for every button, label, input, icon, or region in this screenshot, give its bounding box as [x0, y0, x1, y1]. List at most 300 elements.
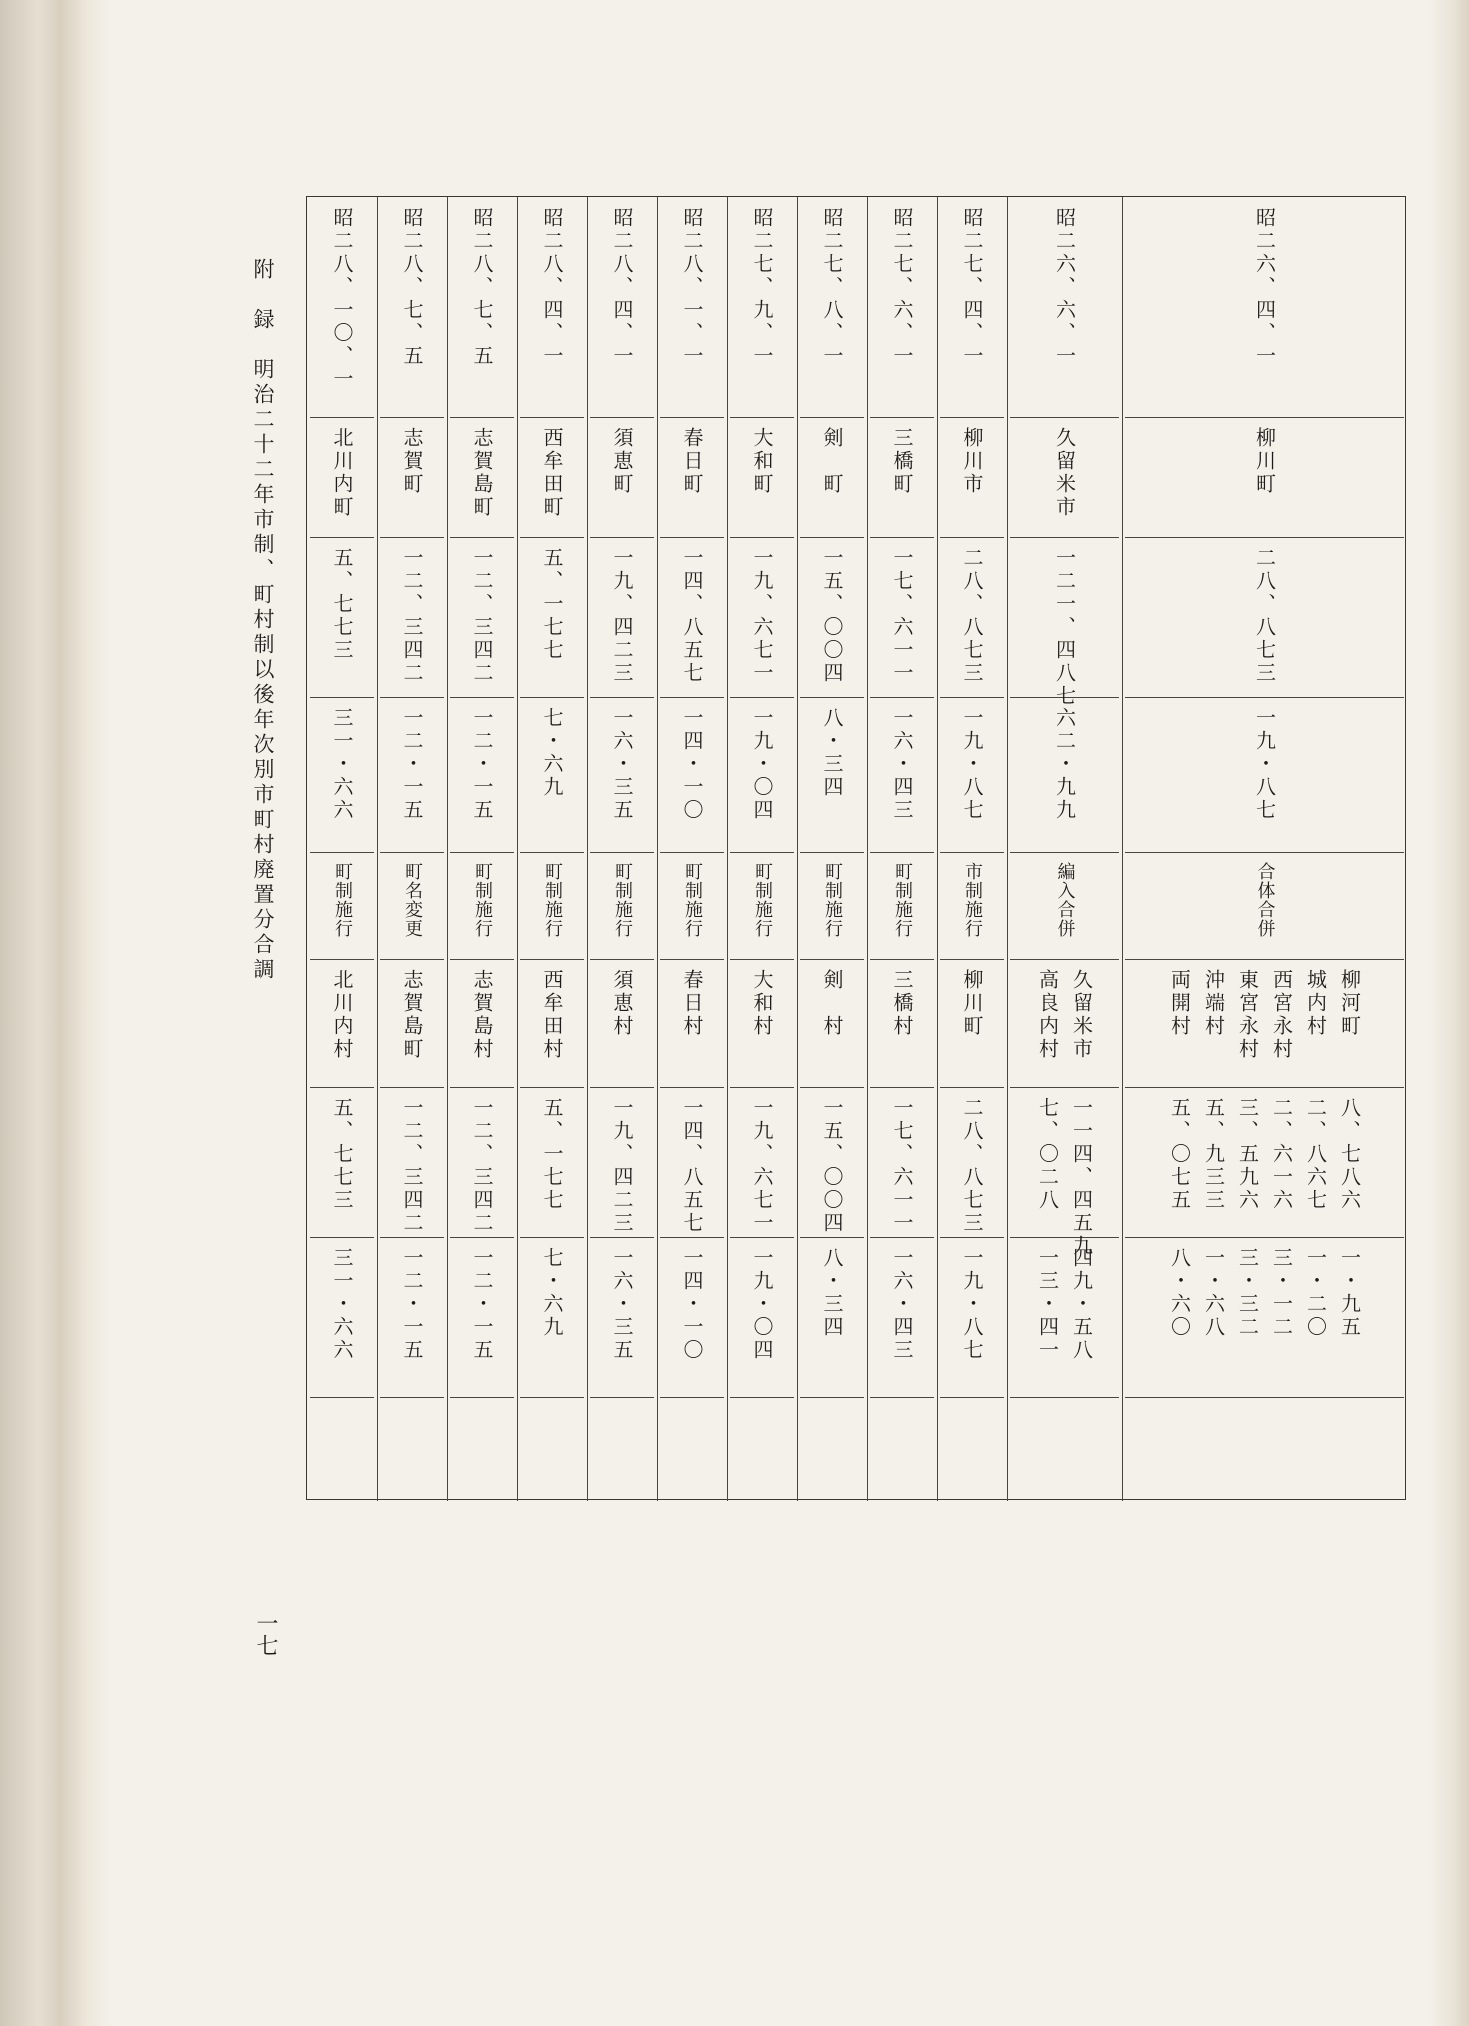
row-rule [310, 1397, 374, 1398]
cell-households [727, 547, 797, 693]
name-text: 須恵町 [610, 427, 634, 496]
row-rule [380, 1237, 444, 1238]
cell-households [307, 547, 377, 693]
row-rule [870, 537, 934, 538]
cell-area [797, 707, 867, 848]
cell-sources [867, 969, 937, 1083]
src-area-item: 一四・一〇 [680, 1247, 704, 1362]
row-rule [1010, 537, 1119, 538]
cell-type [1007, 862, 1122, 955]
src-area-item: 八・三四 [820, 1247, 844, 1339]
src-area-item: 一・二〇 [1303, 1247, 1328, 1339]
cell-src-households [307, 1097, 377, 1233]
type-text: 町制施行 [752, 862, 773, 938]
sources-item: 大和村 [750, 969, 774, 1038]
row-rule [800, 1237, 864, 1238]
row-rule [380, 959, 444, 960]
type-text: 市制施行 [962, 862, 983, 938]
src-area-item: 一二・一五 [470, 1247, 494, 1362]
area-text: 一九・〇四 [750, 707, 774, 822]
cell-src-households [727, 1097, 797, 1233]
src-households-item: 二、八六七 [1303, 1097, 1328, 1212]
area-text: 一二・一五 [400, 707, 424, 822]
cell-area [657, 707, 727, 848]
cell-name [517, 427, 587, 533]
cell-name [447, 427, 517, 533]
municipal-change-table [306, 196, 1406, 1500]
page-edge [1429, 0, 1469, 2026]
row-rule [380, 1397, 444, 1398]
row-rule [310, 697, 374, 698]
row-rule [1125, 1237, 1404, 1238]
date-text: 昭二七、六、一 [890, 207, 914, 368]
row-rule [940, 959, 1004, 960]
cell-households [587, 547, 657, 693]
row-rule [310, 959, 374, 960]
date-text: 昭二八、四、一 [540, 207, 564, 368]
cell-src-area [937, 1247, 1007, 1393]
cell-type [1122, 862, 1407, 955]
households-text: 五、一七七 [540, 547, 564, 662]
row-rule [730, 697, 794, 698]
row-rule [1125, 537, 1404, 538]
cell-sources [377, 969, 447, 1083]
row-rule [1010, 1397, 1119, 1398]
cell-type [587, 862, 657, 955]
type-text: 合体合併 [1254, 862, 1276, 938]
date-text: 昭二八、四、一 [610, 207, 634, 368]
households-text: 一四、八五七 [680, 547, 704, 685]
area-text: 六二・九九 [1052, 707, 1077, 822]
area-text: 一四・一〇 [680, 707, 704, 822]
row-rule [380, 417, 444, 418]
type-text: 編入合併 [1054, 862, 1076, 938]
cell-area [307, 707, 377, 848]
row-rule [1010, 1087, 1119, 1088]
row-rule [520, 417, 584, 418]
cell-sources [797, 969, 867, 1083]
sources-item: 城内村 [1303, 969, 1328, 1038]
type-text: 町名変更 [402, 862, 423, 938]
cell-sources [1007, 969, 1122, 1083]
row-rule [590, 417, 654, 418]
src-area-item: 三・三二 [1235, 1247, 1260, 1339]
cell-src-households [587, 1097, 657, 1233]
sources-item: 三橋村 [890, 969, 914, 1038]
cell-sources [447, 969, 517, 1083]
row-rule [730, 1087, 794, 1088]
cell-households [867, 547, 937, 693]
src-area-item: 一・六八 [1201, 1247, 1226, 1339]
row-rule [940, 1397, 1004, 1398]
cell-households [447, 547, 517, 693]
row-rule [730, 417, 794, 418]
src-households-item: 一二、三四二 [400, 1097, 424, 1235]
date-text: 昭二七、四、一 [960, 207, 984, 368]
row-rule [310, 417, 374, 418]
row-rule [450, 1397, 514, 1398]
running-head-part1: 附 [251, 258, 275, 283]
row-rule [940, 1087, 1004, 1088]
sources-item: 久留米市 [1069, 969, 1094, 1061]
row-rule [870, 1237, 934, 1238]
cell-type [797, 862, 867, 955]
cell-area [447, 707, 517, 848]
cell-src-area [797, 1247, 867, 1393]
sources-item: 柳河町 [1337, 969, 1362, 1038]
sources-item: 東宮永村 [1235, 969, 1260, 1061]
src-households-item: 二、六一六 [1269, 1097, 1294, 1212]
row-rule [590, 1087, 654, 1088]
row-rule [380, 537, 444, 538]
sources-item: 沖端村 [1201, 969, 1226, 1038]
row-rule [590, 1397, 654, 1398]
households-text: 一九、四二三 [610, 547, 634, 685]
src-area-item: 一六・四三 [890, 1247, 914, 1362]
row-rule [520, 1397, 584, 1398]
cell-type [657, 862, 727, 955]
name-text: 春日町 [680, 427, 704, 496]
cell-src-households [937, 1097, 1007, 1233]
cell-src-households [1122, 1097, 1407, 1233]
sources-item: 春日村 [680, 969, 704, 1038]
area-text: 一六・四三 [890, 707, 914, 822]
cell-type [937, 862, 1007, 955]
sources-item: 西宮永村 [1269, 969, 1294, 1061]
src-area-item: 七・六九 [540, 1247, 564, 1339]
row-rule [940, 1237, 1004, 1238]
row-rule [660, 959, 724, 960]
cell-date [1007, 207, 1122, 413]
cell-date [797, 207, 867, 413]
row-rule [660, 697, 724, 698]
households-text: 一二、三四二 [400, 547, 424, 685]
cell-area [377, 707, 447, 848]
row-rule [870, 1087, 934, 1088]
src-households-item: 三、五九六 [1235, 1097, 1260, 1212]
area-text: 一九・八七 [960, 707, 984, 822]
cell-src-households [797, 1097, 867, 1233]
date-text: 昭二八、七、五 [400, 207, 424, 368]
type-text: 町制施行 [682, 862, 703, 938]
date-text: 昭二六、四、一 [1252, 207, 1277, 368]
cell-date [1122, 207, 1407, 413]
cell-src-area [727, 1247, 797, 1393]
cell-sources [657, 969, 727, 1083]
running-head-title: 明治二十二年市制、町村制以後年次別市町村廃置分合調 [251, 358, 275, 983]
src-area-item: 一・九五 [1337, 1247, 1362, 1339]
cell-sources [587, 969, 657, 1083]
sources-item: 柳川町 [960, 969, 984, 1038]
cell-date [867, 207, 937, 413]
row-rule [660, 852, 724, 853]
households-text: 五、七七三 [330, 547, 354, 662]
row-rule [310, 852, 374, 853]
cell-sources [1122, 969, 1407, 1083]
row-rule [380, 697, 444, 698]
row-rule [310, 537, 374, 538]
cell-area [727, 707, 797, 848]
sources-item: 志賀島村 [470, 969, 494, 1061]
cell-name [377, 427, 447, 533]
row-rule [310, 1087, 374, 1088]
cell-date [727, 207, 797, 413]
cell-src-area [1007, 1247, 1122, 1393]
cell-date [657, 207, 727, 413]
name-text: 三橋町 [890, 427, 914, 496]
row-rule [1010, 1237, 1119, 1238]
src-area-item: 八・六〇 [1167, 1247, 1192, 1339]
sources-item: 剣 村 [820, 969, 844, 1038]
src-area-item: 一九・八七 [960, 1247, 984, 1362]
cell-area [587, 707, 657, 848]
row-rule [800, 1397, 864, 1398]
cell-households [657, 547, 727, 693]
cell-name [937, 427, 1007, 533]
cell-households [937, 547, 1007, 693]
households-text: 一七、六一一 [890, 547, 914, 685]
cell-src-households [377, 1097, 447, 1233]
src-households-item: 一五、〇〇四 [820, 1097, 844, 1235]
sources-item: 西牟田村 [540, 969, 564, 1061]
cell-src-area [517, 1247, 587, 1393]
row-rule [1125, 697, 1404, 698]
row-rule [1010, 959, 1119, 960]
cell-name [1007, 427, 1122, 533]
src-households-item: 一二、三四二 [470, 1097, 494, 1235]
row-rule [1125, 1397, 1404, 1398]
row-rule [730, 1397, 794, 1398]
cell-type [867, 862, 937, 955]
row-rule [800, 852, 864, 853]
row-rule [450, 417, 514, 418]
cell-src-households [657, 1097, 727, 1233]
cell-households [797, 547, 867, 693]
cell-name [867, 427, 937, 533]
row-rule [450, 1237, 514, 1238]
src-households-item: 一四、八五七 [680, 1097, 704, 1235]
row-rule [870, 1397, 934, 1398]
cell-type [447, 862, 517, 955]
date-text: 昭二六、六、一 [1052, 207, 1077, 368]
cell-households [377, 547, 447, 693]
row-rule [660, 537, 724, 538]
cell-sources [307, 969, 377, 1083]
row-rule [800, 697, 864, 698]
row-rule [940, 697, 1004, 698]
name-text: 柳川町 [1252, 427, 1277, 496]
cell-src-area [867, 1247, 937, 1393]
cell-area [517, 707, 587, 848]
row-rule [730, 1237, 794, 1238]
cell-area [937, 707, 1007, 848]
row-rule [870, 697, 934, 698]
cell-src-area [657, 1247, 727, 1393]
cell-sources [937, 969, 1007, 1083]
src-area-item: 四九・五八 [1069, 1247, 1094, 1362]
cell-name [797, 427, 867, 533]
row-rule [800, 417, 864, 418]
row-rule [380, 1087, 444, 1088]
row-rule [730, 537, 794, 538]
cell-households [1122, 547, 1407, 693]
row-rule [590, 537, 654, 538]
row-rule [520, 1237, 584, 1238]
cell-src-area [587, 1247, 657, 1393]
row-rule [660, 1087, 724, 1088]
sources-item: 北川内村 [330, 969, 354, 1061]
cell-src-area [447, 1247, 517, 1393]
row-rule [870, 852, 934, 853]
type-text: 町制施行 [822, 862, 843, 938]
src-households-item: 二八、八七三 [960, 1097, 984, 1235]
area-text: 八・三四 [820, 707, 844, 799]
area-text: 一二・一五 [470, 707, 494, 822]
row-rule [730, 959, 794, 960]
date-text: 昭二八、一〇、一 [330, 207, 354, 391]
row-rule [450, 697, 514, 698]
cell-sources [517, 969, 587, 1083]
households-text: 一九、六七一 [750, 547, 774, 685]
cell-area [1122, 707, 1407, 848]
row-rule [450, 1087, 514, 1088]
households-text: 一二一、四八七 [1052, 547, 1077, 708]
row-rule [940, 417, 1004, 418]
src-area-item: 一九・〇四 [750, 1247, 774, 1362]
cell-date [307, 207, 377, 413]
row-rule [590, 959, 654, 960]
src-households-item: 五、〇七五 [1167, 1097, 1192, 1212]
row-rule [800, 537, 864, 538]
src-area-item: 三一・六六 [330, 1247, 354, 1362]
date-text: 昭二八、七、五 [470, 207, 494, 368]
cell-src-households [867, 1097, 937, 1233]
row-rule [660, 1237, 724, 1238]
name-text: 久留米市 [1052, 427, 1077, 519]
row-rule [520, 537, 584, 538]
date-text: 昭二八、一、一 [680, 207, 704, 368]
row-rule [1125, 1087, 1404, 1088]
cell-name [587, 427, 657, 533]
cell-type [377, 862, 447, 955]
cell-src-households [517, 1097, 587, 1233]
row-rule [590, 1237, 654, 1238]
src-households-item: 五、九三三 [1201, 1097, 1226, 1212]
row-rule [520, 852, 584, 853]
cell-area [867, 707, 937, 848]
area-text: 一九・八七 [1252, 707, 1277, 822]
row-rule [1010, 417, 1119, 418]
src-area-item: 一三・四一 [1035, 1247, 1060, 1362]
cell-date [587, 207, 657, 413]
row-rule [940, 537, 1004, 538]
cell-src-households [1007, 1097, 1122, 1258]
row-rule [590, 697, 654, 698]
area-text: 七・六九 [540, 707, 564, 799]
sources-item: 両開村 [1167, 969, 1192, 1038]
row-rule [1125, 959, 1404, 960]
row-rule [450, 537, 514, 538]
households-text: 一二、三四二 [470, 547, 494, 685]
running-head-part2: 録 [251, 308, 275, 333]
src-households-item: 五、七七三 [330, 1097, 354, 1212]
cell-date [517, 207, 587, 413]
cell-src-area [377, 1247, 447, 1393]
row-rule [800, 1087, 864, 1088]
date-text: 昭二七、八、一 [820, 207, 844, 368]
src-households-item: 一一四、四五九 [1069, 1097, 1094, 1258]
page-number: 一七 [253, 1612, 278, 1656]
src-area-item: 一六・三五 [610, 1247, 634, 1362]
cell-date [447, 207, 517, 413]
cell-src-households [447, 1097, 517, 1233]
row-rule [520, 959, 584, 960]
src-households-item: 一九、六七一 [750, 1097, 774, 1235]
book-binding [0, 0, 110, 2026]
cell-type [307, 862, 377, 955]
row-rule [870, 959, 934, 960]
row-rule [310, 1237, 374, 1238]
name-text: 西牟田町 [540, 427, 564, 519]
row-rule [1125, 852, 1404, 853]
row-rule [1125, 417, 1404, 418]
row-rule [380, 852, 444, 853]
name-text: 北川内町 [330, 427, 354, 519]
cell-date [377, 207, 447, 413]
cell-src-area [1122, 1247, 1407, 1393]
cell-type [517, 862, 587, 955]
src-area-item: 一二・一五 [400, 1247, 424, 1362]
type-text: 町制施行 [332, 862, 353, 938]
running-head [248, 258, 278, 983]
row-rule [660, 417, 724, 418]
cell-name [1122, 427, 1407, 533]
sources-item: 須恵村 [610, 969, 634, 1038]
households-text: 一五、〇〇四 [820, 547, 844, 685]
row-rule [940, 852, 1004, 853]
src-households-item: 一七、六一一 [890, 1097, 914, 1235]
cell-src-area [307, 1247, 377, 1393]
type-text: 町制施行 [472, 862, 493, 938]
cell-households [517, 547, 587, 693]
src-households-item: 五、一七七 [540, 1097, 564, 1212]
row-rule [730, 852, 794, 853]
type-text: 町制施行 [892, 862, 913, 938]
households-text: 二八、八七三 [960, 547, 984, 685]
sources-item: 高良内村 [1035, 969, 1060, 1061]
cell-name [727, 427, 797, 533]
sources-item: 志賀島町 [400, 969, 424, 1061]
src-area-item: 三・一二 [1269, 1247, 1294, 1339]
row-rule [870, 417, 934, 418]
row-rule [450, 852, 514, 853]
name-text: 柳川市 [960, 427, 984, 496]
type-text: 町制施行 [612, 862, 633, 938]
row-rule [520, 1087, 584, 1088]
date-text: 昭二七、九、一 [750, 207, 774, 368]
name-text: 志賀町 [400, 427, 424, 496]
row-rule [660, 1397, 724, 1398]
name-text: 剣 町 [820, 427, 844, 496]
area-text: 一六・三五 [610, 707, 634, 822]
cell-name [657, 427, 727, 533]
cell-households [1007, 547, 1122, 708]
row-rule [520, 697, 584, 698]
area-text: 三一・六六 [330, 707, 354, 822]
name-text: 大和町 [750, 427, 774, 496]
row-rule [590, 852, 654, 853]
row-rule [800, 959, 864, 960]
